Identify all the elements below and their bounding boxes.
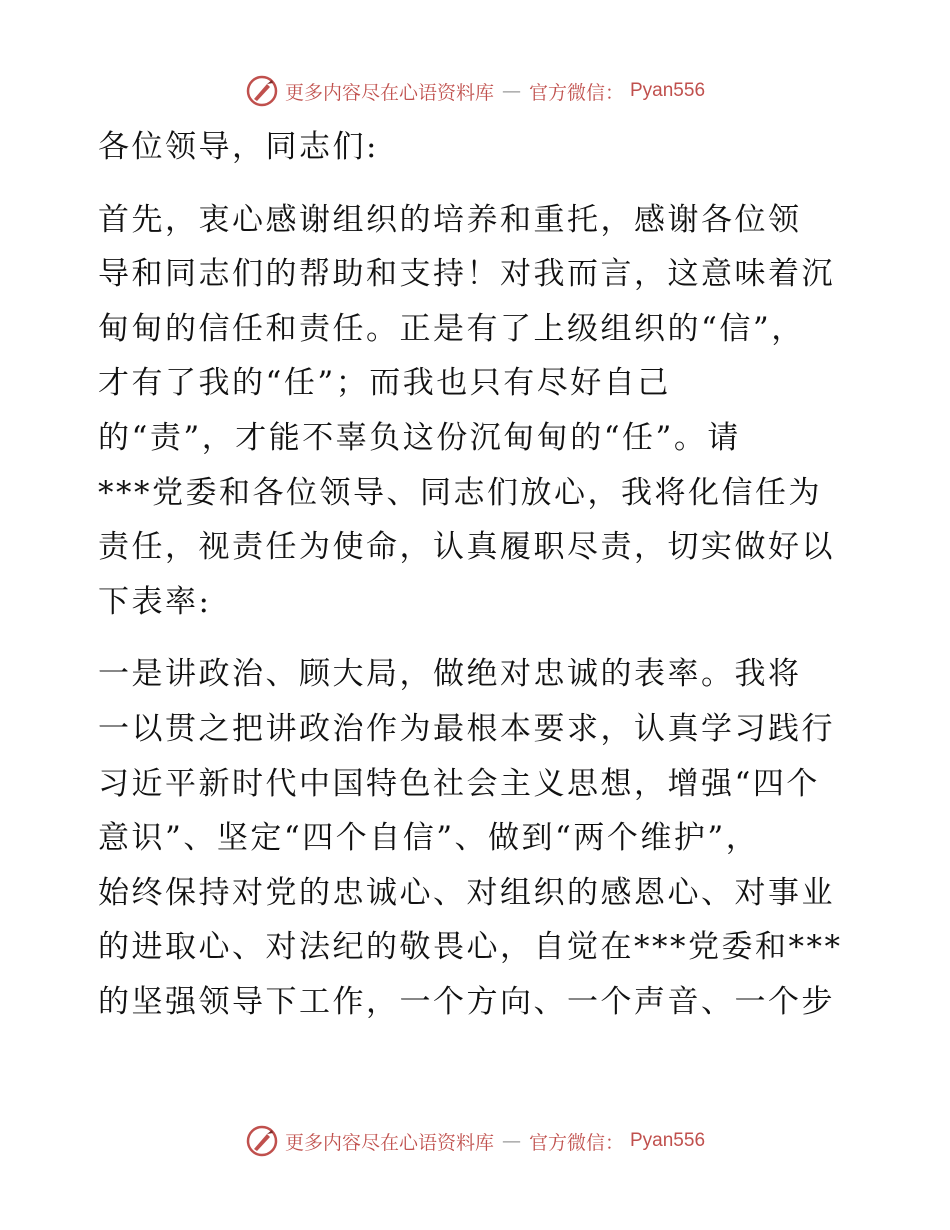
paragraph-line: 的“责”，才能不辜负这份沉甸甸的“任”。请: [98, 419, 741, 456]
paragraph-line: 下表率:: [98, 583, 212, 620]
watermark-official-label: 官方微信：: [528, 1131, 624, 1154]
watermark-official-label: 官方微信：: [528, 81, 624, 104]
paragraph-line: 习近平新时代中国特色社会主义思想，增强“四个: [98, 765, 820, 802]
watermark-wechat-id: Pyan556: [630, 1130, 706, 1151]
paragraph-line: 一是讲政治、顾大局，做绝对忠诚的表率。我将: [98, 656, 802, 693]
watermark-site-text: 更多内容尽在心语资料库: [284, 81, 494, 104]
header-watermark: [0, 74, 950, 108]
watermark-dash: —: [501, 80, 521, 102]
paragraph-line: ***党委和各位领导、同志们放心，我将化信任为: [98, 474, 822, 511]
paragraph-line: 导和同志们的帮助和支持！对我而言，这意味着沉: [98, 256, 835, 293]
paragraph-line: 的坚强领导下工作，一个方向、一个声音、一个步: [98, 983, 835, 1020]
paragraph-2: [98, 647, 858, 1029]
document-body: [98, 120, 858, 1048]
paragraph-line: 才有了我的“任”；而我也只有尽好自己: [98, 365, 671, 402]
paragraph-line: 的进取心、对法纪的敬畏心，自觉在***党委和***: [98, 929, 843, 966]
paragraph-line: 始终保持对党的忠诚心、对组织的感恩心、对事业: [98, 874, 835, 911]
footer-watermark: [0, 1124, 950, 1158]
quill-logo-icon: [245, 1124, 279, 1158]
paragraph-line: 责任，视责任为使命，认真履职尽责，切实做好以: [98, 529, 835, 566]
paragraph-line: 一以贯之把讲政治作为最根本要求，认真学习践行: [98, 710, 835, 747]
paragraph-line: 首先，衷心感谢组织的培养和重托，感谢各位领: [98, 201, 802, 238]
greeting-line: 各位领导，同志们:: [98, 129, 379, 165]
greeting: [98, 120, 858, 175]
paragraph-line: 意识”、坚定“四个自信”、做到“两个维护”，: [98, 820, 760, 857]
paragraph-line: 甸甸的信任和责任。正是有了上级组织的“信”，: [98, 310, 805, 347]
watermark-wechat-id: Pyan556: [630, 80, 706, 101]
paragraph-1: [98, 193, 858, 630]
watermark-site-text: 更多内容尽在心语资料库: [284, 1131, 494, 1154]
watermark-dash: —: [501, 1130, 521, 1152]
quill-logo-icon: [245, 74, 279, 108]
